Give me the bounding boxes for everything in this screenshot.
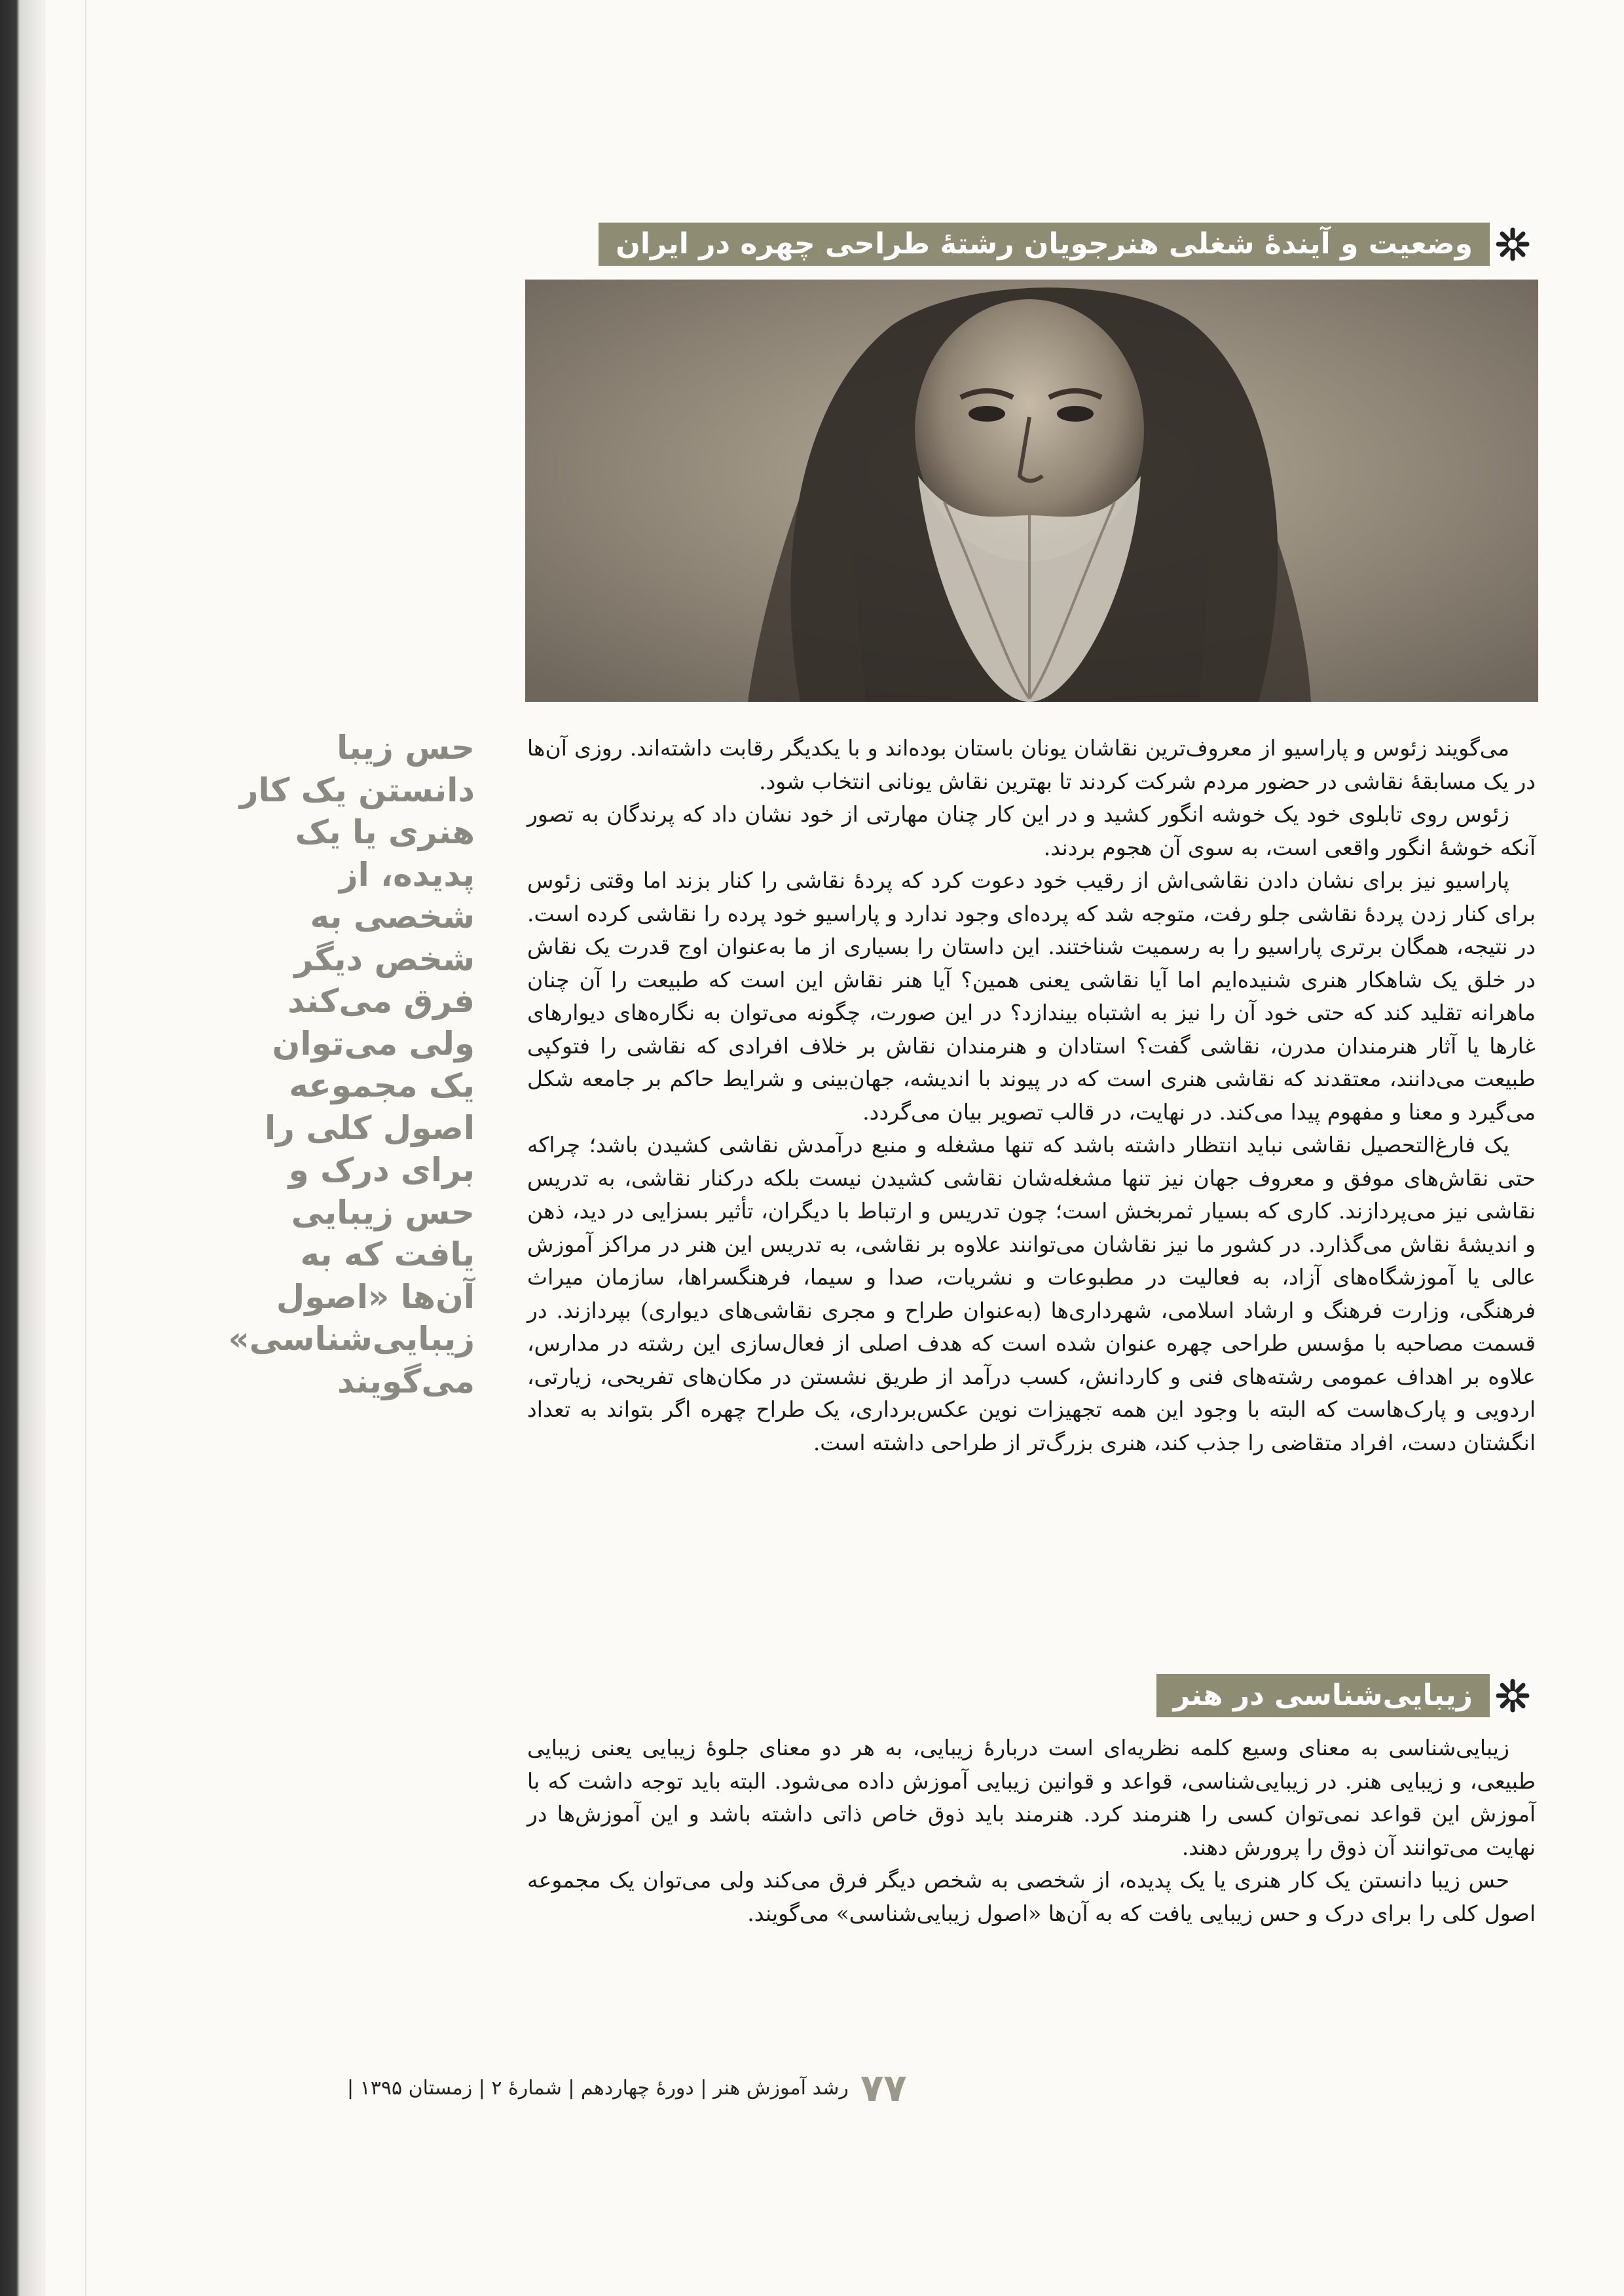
page-number: ۷۷ — [860, 2066, 907, 2110]
section-heading-aesthetics — [1156, 1671, 1536, 1721]
paragraph: می‌گویند زئوس و پاراسیو از معروف‌ترین نقاشان یونان باستان بوده‌اند و با یکدیگر رقابت داشته‌اند. روزی آن‌ها در یک مسابقهٔ نقاشی در حضور مردم شرکت کردند تا بهترین نقاش یونانی انتخاب شود. — [527, 735, 1536, 794]
article-body — [527, 732, 1536, 1459]
asterisk-flower-icon — [1490, 1673, 1536, 1719]
paragraph: یک فارغ‌التحصیل نقاشی نباید انتظار داشته باشد که تنها مشغله و منبع درآمدش نقاشی کشیدن باشد؛ چراکه حتی نقاش‌های موفق و معروف جهان نیز تنها مشغله‌شان نقاشی کشیدن نیست بلکه درکنار نقاشی، به تدریس نقاشی نیز می‌پردازند. کاری که بسیار ثمربخش است؛ چون تدریس و ارتباط با دیگران، تأثیر بسزایی در دید، ذهن و اندیشهٔ نقاش می‌گذارد. در کشور ما نیز نقاشان می‌توانند علاوه بر نقاشی، به تدریس این هنر در مراکز آموزش عالی یا آموزشگاه‌های آزاد، به فعالیت در مطبوعات و نشریات، صدا و سیما، فرهنگسراها، سازمان میراث فرهنگی، وزارت فرهنگ و ارشاد اسلامی، شهرداری‌ها (به‌عنوان طراح و مجری نقاشی‌های دیواری) بپردازند. در قسمت مصاحبه با مؤسس طراحی چهره عنوان شده است که هدف اصلی از فعال‌سازی این رشته در مدارس، علاوه بر اهداف عمومی رشته‌های فنی و کاردانش، کسب درآمد از طریق نشستن در مکان‌های تفریحی، زیارتی، اردویی و پارک‌هاست که البته با وجود این همه تجهیزات نوین عکس‌برداری، یک طراح چهره اگر بتواند به تعداد انگشتان دست، افراد متقاضی را جذب کند، هنری بزرگ‌تر از طراحی داشته است. — [527, 1132, 1536, 1455]
section-title: وضعیت و آیندهٔ شغلی هنرجویان رشتهٔ طراحی چهره در ایران — [599, 223, 1490, 266]
asterisk-flower-icon — [1490, 221, 1536, 267]
page-footer — [347, 2066, 907, 2110]
pull-quote: حس زیبا دانستن یک کار هنری یا یک پدیده، از شخصی به شخص دیگر فرق می‌کند ولی می‌توان یک مجموعه اصول کلی را برای درک و حس زیبایی یافت که به آن‌ها «اصول زیبایی‌شناسی» می‌گویند — [228, 729, 475, 1400]
article-body-aesthetics — [527, 1732, 1536, 1930]
paragraph: زیبایی‌شناسی به معنای وسیع کلمه نظریه‌ای است دربارهٔ زیبایی، به هر دو معنای جلوهٔ زیبایی یعنی زیبایی طبیعی، و زیبایی هنر. در زیبایی‌شناسی، قواعد و قوانین زیبایی آموزش داده می‌شود. البته باید توجه داشت که با آموزش این قواعد نمی‌توان کسی را هنرمند کرد. هنرمند باید ذوق خاص ذاتی داشته باشد و این آموزش‌ها در نهایت می‌توانند آن ذوق را پرورش دهند. — [527, 1735, 1536, 1860]
paragraph: پاراسیو نیز برای نشان دادن نقاشی‌اش از رقیب خود دعوت کرد که پردهٔ نقاشی را کنار بزند اما وقتی زئوس برای کنار زدن پردهٔ نقاشی جلو رفت، متوجه شد که پرده‌ای وجود ندارد و پاراسیو خود پرده را نقاشی کرده است. در نتیجه، همگان برتری پاراسیو را به رسمیت شناختند. این داستان را بسیاری از ما به‌عنوان اوج قدرت یک نقاش در خلق یک شاهکار هنری شنیده‌ایم اما آیا نقاشی یعنی همین؟ آیا هنر نقاش این است که طبیعت را آن چنان ماهرانه تقلید کند که حتی خود آن را نیز به اشتباه بیندازد؟ در این صورت، چگونه می‌توان به نگاره‌های دیوارهای غارها یا آثار هنرمندان مدرن، نقاشی گفت؟ استادان و هنرمندان نقاش بر خلاف افرادی که نقاشی را فتوکپی طبیعت می‌دانند، معتقدند که نقاشی هنری است که در پیوند با اندیشه، جهان‌بینی و شرایط حاکم بر جامعه شکل می‌گیرد و معنا و مفهوم پیدا می‌کند. در نهایت، در قالب تصویر بیان می‌گردد. — [527, 867, 1536, 1125]
paragraph: حس زیبا دانستن یک کار هنری یا یک پدیده، از شخصی به شخص دیگر فرق می‌کند ولی می‌توان یک مجموعه اصول کلی را برای درک و حس زیبایی یافت که به آن‌ها «اصول زیبایی‌شناسی» می‌گویند. — [527, 1867, 1536, 1926]
scan-edge — [0, 0, 46, 2296]
publication-info: رشد آموزش هنر | دورهٔ چهاردهم | شمارهٔ ۲ | زمستان ۱۳۹۵ | — [347, 2076, 849, 2100]
scan-fold-line — [85, 0, 86, 2296]
section-heading-career — [599, 219, 1536, 269]
portrait-photo — [525, 280, 1538, 702]
section-title: زیبایی‌شناسی در هنر — [1156, 1674, 1490, 1717]
paragraph: زئوس روی تابلوی خود یک خوشه انگور کشید و در این کار چنان مهارتی از خود نشان داد که پرندگان به تصور آنکه خوشهٔ انگور واقعی است، به سوی آن هجوم بردند. — [527, 801, 1536, 860]
